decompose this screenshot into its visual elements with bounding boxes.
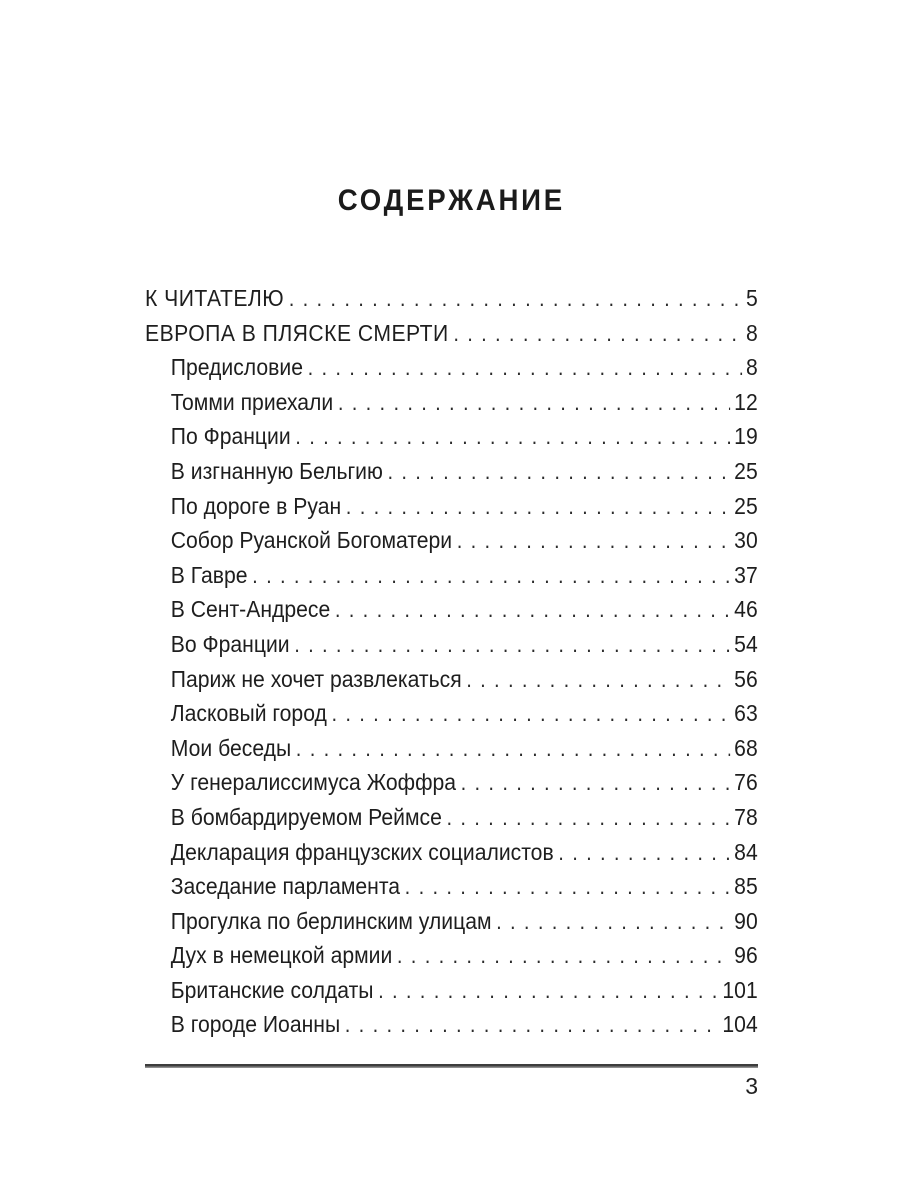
toc-entry-page: 46 bbox=[734, 596, 758, 623]
toc-entry bbox=[145, 869, 758, 904]
toc-entry bbox=[145, 904, 758, 939]
toc-entry-page: 96 bbox=[734, 942, 758, 969]
toc-entry-label: Дух в немецкой армии bbox=[170, 942, 393, 969]
dot-leader bbox=[466, 662, 730, 698]
dot-leader bbox=[461, 765, 731, 801]
toc-entry bbox=[145, 281, 758, 316]
toc-entry-page: 8 bbox=[745, 319, 758, 346]
toc-entry-label: К ЧИТАТЕЛЮ bbox=[145, 285, 285, 311]
toc-entry bbox=[145, 592, 758, 627]
dot-leader bbox=[387, 454, 730, 490]
toc-entry bbox=[145, 316, 758, 351]
toc-entry-label: По Франции bbox=[170, 423, 291, 450]
dot-leader bbox=[453, 316, 742, 352]
toc-entry bbox=[145, 523, 758, 558]
toc-entry-label: В Гавре bbox=[170, 561, 248, 588]
toc-entry-label: По дороге в Руан bbox=[170, 492, 342, 519]
dot-leader bbox=[296, 731, 731, 767]
toc-entry bbox=[145, 385, 758, 420]
dot-leader bbox=[405, 869, 731, 905]
dot-leader bbox=[294, 627, 730, 663]
toc-entry-page: 104 bbox=[722, 1011, 758, 1038]
toc-entry bbox=[145, 765, 758, 800]
toc-entry bbox=[145, 454, 758, 489]
toc-entry-label: Заседание парламента bbox=[170, 873, 401, 900]
toc-entry-label: В городе Иоанны bbox=[170, 1011, 341, 1038]
toc-entry-label: Предисловие bbox=[170, 354, 303, 381]
toc-entry-label: В бомбардируемом Реймсе bbox=[170, 803, 442, 830]
toc-entry-page: 19 bbox=[734, 423, 758, 450]
toc-entry bbox=[145, 835, 758, 870]
toc-entry-label: Париж не хочет развлекаться bbox=[170, 665, 462, 692]
toc-entry bbox=[145, 1007, 758, 1042]
toc-entry-page: 76 bbox=[734, 769, 758, 796]
dot-leader bbox=[308, 350, 743, 386]
toc-entry-page: 84 bbox=[734, 838, 758, 865]
toc-entry-page: 37 bbox=[734, 561, 758, 588]
toc-entry-label: В изгнанную Бельгию bbox=[170, 457, 383, 484]
toc-entry bbox=[145, 731, 758, 766]
toc-entry-page: 25 bbox=[734, 457, 758, 484]
toc-entry bbox=[145, 350, 758, 385]
toc-entry-label: Британские солдаты bbox=[170, 976, 374, 1003]
dot-leader bbox=[346, 489, 731, 525]
toc-entry-page: 25 bbox=[734, 492, 758, 519]
toc-entry-label: Ласковый город bbox=[170, 700, 327, 727]
footer-rule bbox=[145, 1064, 758, 1068]
toc-entry-page: 63 bbox=[734, 700, 758, 727]
dot-leader bbox=[378, 973, 719, 1009]
dot-leader bbox=[446, 800, 730, 836]
toc-entry-label: Мои беседы bbox=[170, 734, 292, 761]
page-title: СОДЕРЖАНИЕ bbox=[337, 184, 565, 217]
toc-entry-label: ЕВРОПА В ПЛЯСКЕ СМЕРТИ bbox=[145, 319, 449, 346]
dot-leader bbox=[289, 281, 743, 317]
toc-entry-page: 90 bbox=[734, 907, 758, 934]
toc-entry-page: 8 bbox=[745, 354, 758, 381]
dot-leader bbox=[558, 835, 730, 871]
dot-leader bbox=[345, 1007, 719, 1043]
toc-entry bbox=[145, 800, 758, 835]
toc-entry-page: 5 bbox=[745, 285, 758, 311]
toc-entry-page: 68 bbox=[734, 734, 758, 761]
toc-entry-page: 101 bbox=[722, 976, 758, 1003]
toc-entry-page: 56 bbox=[734, 665, 758, 692]
book-page-content bbox=[145, 0, 758, 1042]
dot-leader bbox=[397, 938, 731, 974]
table-of-contents bbox=[145, 281, 758, 1042]
toc-entry-page: 12 bbox=[734, 388, 758, 415]
toc-entry bbox=[145, 696, 758, 731]
toc-entry-label: Во Франции bbox=[170, 630, 290, 657]
toc-entry-page: 85 bbox=[734, 873, 758, 900]
toc-entry-label: Томми приехали bbox=[170, 388, 334, 415]
toc-entry-label: Декларация французских социалистов bbox=[170, 838, 554, 865]
dot-leader bbox=[295, 419, 730, 455]
toc-entry-label: Собор Руанской Богоматери bbox=[170, 527, 453, 554]
toc-entry bbox=[145, 662, 758, 697]
toc-entry-page: 30 bbox=[734, 527, 758, 554]
toc-entry bbox=[145, 627, 758, 662]
toc-entry bbox=[145, 938, 758, 973]
toc-entry-label: В Сент-Андресе bbox=[170, 596, 331, 623]
toc-entry bbox=[145, 558, 758, 593]
dot-leader bbox=[331, 696, 730, 732]
folio-page-number: 3 bbox=[745, 1073, 758, 1099]
dot-leader bbox=[252, 558, 730, 594]
toc-entry bbox=[145, 419, 758, 454]
dot-leader bbox=[496, 904, 730, 940]
toc-entry bbox=[145, 973, 758, 1008]
toc-entry-label: У генералиссимуса Жоффра bbox=[170, 769, 457, 796]
dot-leader bbox=[335, 592, 731, 628]
toc-entry-page: 54 bbox=[734, 630, 758, 657]
toc-entry-page: 78 bbox=[734, 803, 758, 830]
toc-entry-label: Прогулка по берлинским улицам bbox=[170, 907, 492, 934]
dot-leader bbox=[338, 385, 731, 421]
dot-leader bbox=[457, 523, 731, 559]
toc-entry bbox=[145, 489, 758, 524]
